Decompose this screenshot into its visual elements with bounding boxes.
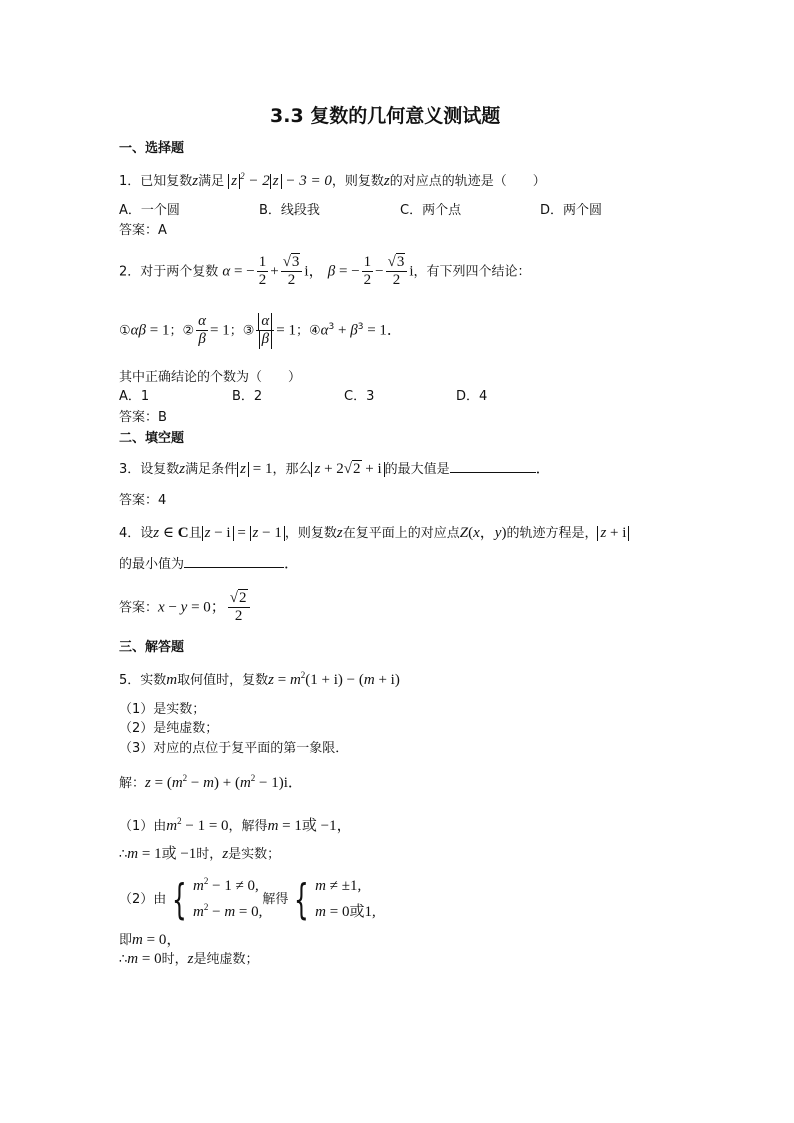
q2-option-c: C．3 [344,389,375,404]
q4-answer: 答案：x − y = 0； $\frac{√2}{2}$ [119,590,252,626]
q5-item-2: （2）是纯虚数； [119,721,219,736]
q2-answer: 答案：B [119,410,167,425]
page-title: 3.3 复数的几何意义测试题 [270,105,501,127]
q1-option-d: D．两个圆 [540,203,603,218]
question-4: 4．设z ∈ C且 z − i = z − 1 ，则复数z在复平面上的对应点Z(x，y)的轨迹方程是， z + i [119,526,629,541]
section-heading-fill: 二、填空题 [119,431,185,446]
question-5: 5．实数m取何值时，复数$z = m^2(1 + i) - (m + i)$ [119,670,400,688]
q5-item-3: （3）对应的点位于复平面的第一象限． [119,741,349,756]
q5-item-1: （1）是实数； [119,702,206,717]
q2-conclusions: ①αβ = 1；② $\frac{\alpha}{\beta}$ = 1；③ $\frac{\alpha}{\beta}$ = 1；$④\alpha^3 + \beta^3 = 1$． [119,313,402,348]
section-heading-solve: 三、解答题 [119,640,185,655]
q1-answer: 答案：A [119,223,167,238]
q2-question: 其中正确结论的个数为（ ） [119,370,302,385]
q1-option-c: C．两个点 [400,203,462,218]
question-2: 2．对于两个复数 α = − $\frac{1}{2}$ + $\frac{√3}{2}$ i， β = − $\frac{1}{2}$ − $\frac{√3}{2}$ i，有下列四个结论： [119,254,531,289]
q5-solution: 解：$z = (m^2 - m) + (m^2 - 1)i$． [119,773,303,791]
question-1: 1．已知复数z满足 z $^2$ − 2 z − 3 = 0，则复数z的对应点的轨迹是（ ） [119,171,546,189]
q5-step-3: （2）由 { $m^2 - 1 \ne 0$, $m^2 - m = 0$, 解得 { m ≠ ±1, m = 0或1, [119,874,376,924]
q5-step-2: ∴m = 1或 −1时，z是实数； [119,846,281,862]
q2-option-a: A．1 [119,389,150,404]
question-3: 3．设复数z满足条件 z = 1，那么 z + 2√2 + i 的最大值是 ． [119,461,551,477]
q1-option-b: B．线段我 [259,203,320,218]
question-4-line-2: 的最小值为 ． [119,556,300,572]
q5-step-4: 即m = 0， [119,932,182,948]
q5-step-5: ∴m = 0时，z是纯虚数； [119,951,259,967]
section-heading-choice: 一、选择题 [119,141,185,156]
q2-option-b: B．2 [232,389,263,404]
q3-answer: 答案：4 [119,493,167,508]
q5-step-1: （1）由$m^2 - 1 = 0$，解得m = 1或 −1， [119,816,352,834]
q2-option-d: D．4 [456,389,488,404]
q1-option-a: A．一个圆 [119,203,180,218]
